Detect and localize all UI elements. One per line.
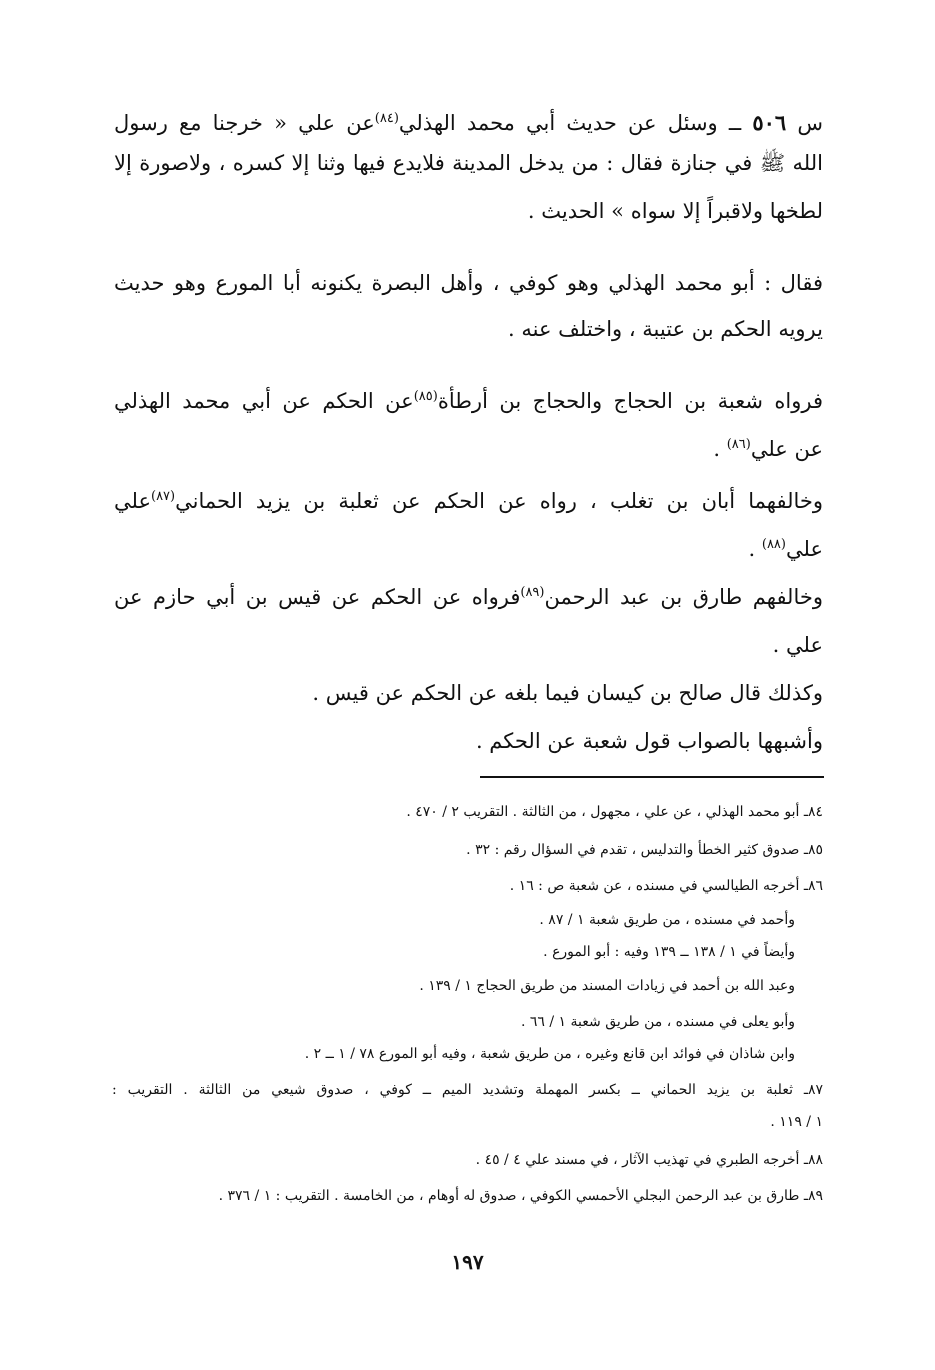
narration-aban-line-2: [114, 532, 823, 566]
narration-aban-line-1: [114, 484, 823, 518]
footnote-86-continuation: وأيضاً في ١ / ١٣٨ ــ ١٣٩ وفيه : أبو المورع .: [543, 944, 795, 960]
narration-shuba-line-2: [114, 432, 823, 466]
footnote-87-continuation: ١ / ١١٩ .: [770, 1114, 823, 1130]
question-prefix: س: [786, 111, 823, 135]
text-run: فرواه عن الحكم عن قيس بن أبي حازم عن: [114, 585, 521, 609]
footnote-86-continuation: وأبو يعلى في مسنده ، من طريق شعبة ١ / ٦٦ .: [520, 1014, 795, 1030]
footnote-ref-84: (٨٤): [374, 111, 399, 126]
text-run: عن علي « خرجنا مع رسول: [114, 111, 375, 135]
footnote-89: ٨٩ـ طارق بن عبد الرحمن البجلي الأحمسي الكوفي ، صدوق له أوهام ، من الخامسة . التقريب : ١ / ٣٧٦ .: [218, 1188, 823, 1204]
footnote-ref-85: (٨٥): [413, 389, 438, 404]
footnote-ref-88: (٨٨): [761, 537, 786, 552]
question-line-3: لطخها ولاقبراً إلا سواه » الحديث .: [527, 199, 823, 223]
text-run: عن علي: [750, 437, 823, 461]
question-line-2: الله ﷺ في جنازة فقال : من يدخل المدينة فلايدع فيها وثنا إلا كسره ، ولاصورة إلا: [114, 151, 823, 175]
footnote-ref-86: (٨٦): [726, 437, 751, 452]
footnote-divider: [480, 776, 824, 778]
narration-tariq-line-1: [114, 580, 823, 614]
text-run: عن الحكم عن أبي محمد الهذلي: [114, 389, 414, 413]
question-number: ٥٠٦: [752, 110, 787, 135]
text-run: فرواه شعبة بن الحجاج والحجاج بن أرطأة: [437, 389, 823, 413]
conclusion-statement: وأشبهها بالصواب قول شعبة عن الحكم .: [475, 729, 823, 753]
question-line-1: [114, 106, 823, 140]
text-run: وخالفهما أبان بن تغلب ، رواه عن الحكم عن ثعلبة بن يزيد الحماني: [175, 489, 823, 513]
page-number: ١٩٧: [451, 1250, 484, 1274]
text-run: ــ وسئل عن حديث أبي محمد الهذلي: [398, 111, 753, 135]
text-run: .: [713, 437, 727, 461]
text-run: .: [748, 537, 762, 561]
footnote-86-continuation: وعبد الله بن أحمد في زيادات المسند من طريق الحجاج ١ / ١٣٩ .: [419, 978, 795, 994]
text-run: وخالفهم طارق بن عبد الرحمن: [544, 585, 823, 609]
footnote-ref-89: (٨٩): [520, 585, 545, 600]
footnote-87: ٨٧ـ ثعلبة بن يزيد الحماني ــ بكسر المهملة وتشديد الميم ــ كوفي ، صدوق شيعي من الثالثة . التقريب :: [112, 1082, 823, 1098]
footnote-ref-87: (٨٧): [151, 489, 176, 504]
answer-line-1: فقال : أبو محمد الهذلي وهو كوفي ، وأهل البصرة يكنونه أبا المورع وهو حديث: [114, 271, 823, 295]
text-run: علي: [786, 537, 823, 561]
text-run: علي: [114, 489, 151, 513]
narration-tariq-line-2: علي .: [772, 633, 823, 657]
salih-statement: وكذلك قال صالح بن كيسان فيما بلغه عن الحكم عن قيس .: [312, 681, 823, 705]
answer-line-2: يرويه الحكم بن عتيبة ، واختلف عنه .: [508, 317, 823, 341]
footnote-86: ٨٦ـ أخرجه الطيالسي في مسنده ، عن شعبة ص : ١٦ .: [509, 878, 823, 894]
footnote-86-continuation: وأحمد في مسنده ، من طريق شعبة ١ / ٨٧ .: [539, 912, 795, 928]
footnote-88: ٨٨ـ أخرجه الطبري في تهذيب الآثار ، في مسند علي ٤ / ٤٥ .: [475, 1152, 823, 1168]
footnote-86-continuation: وابن شاذان في فوائد ابن قانع وغيره ، من طريق شعبة ، وفيه أبو المورع ٧٨ / ١ ــ ٢ .: [304, 1046, 795, 1062]
footnote-84: ٨٤ـ أبو محمد الهذلي ، عن علي ، مجهول ، من الثالثة . التقريب ٢ / ٤٧٠ .: [406, 804, 823, 820]
footnote-85: ٨٥ـ صدوق كثير الخطأ والتدليس ، تقدم في السؤال رقم : ٣٢ .: [466, 842, 823, 858]
narration-shuba-line-1: [114, 384, 823, 418]
